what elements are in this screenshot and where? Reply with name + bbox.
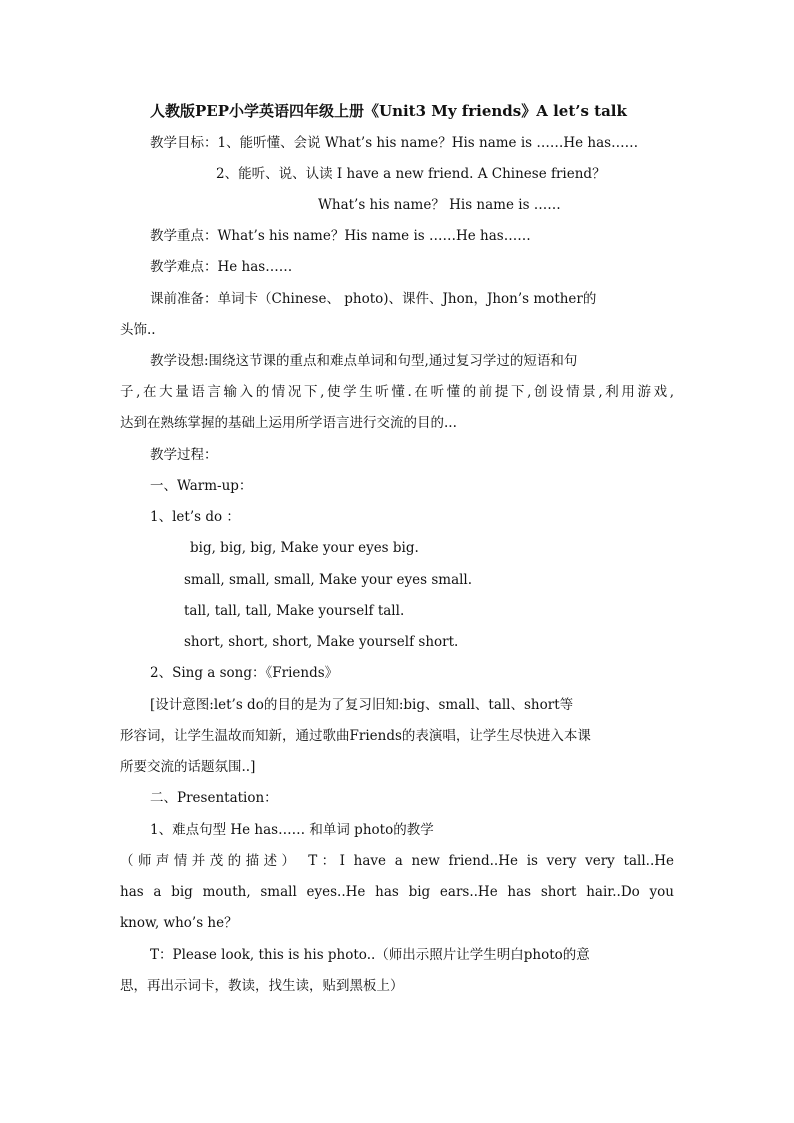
- presentation-item-1: 1、难点句型 He has…… 和单词 photo的教学: [150, 822, 434, 838]
- teaching-goal-line-1: 教学目标：1、能听懂、会说 What’s his name？His name is ……He has……: [150, 135, 639, 151]
- teacher-photo-line-2: 思，再出示词卡，教读，找生读，贴到黑板上）: [120, 978, 404, 994]
- teaching-idea-line-2: 子,在大量语言输入的情况下,使学生听懂.在听懂的前提下,创设情景,利用游戏,: [120, 384, 674, 400]
- design-intent-line-2: 形容词，让学生温故而知新，通过歌曲Friends的表演唱，让学生尽快进入本课: [120, 728, 591, 744]
- teaching-goal-line-3: What’s his name？ His name is ……: [318, 197, 561, 213]
- teaching-process-heading: 教学过程：: [150, 447, 218, 463]
- chant-line-1: big, big, big, Make your eyes big.: [190, 540, 419, 556]
- teaching-idea-line-1: 教学设想:围绕这节课的重点和难点单词和句型,通过复习学过的短语和句: [150, 353, 578, 369]
- teaching-key-point: 教学重点：What’s his name？His name is ……He has……: [150, 228, 531, 244]
- preparation-line-2: 头饰..: [120, 322, 156, 338]
- document-title: 人教版PEP小学英语四年级上册《Unit3 My friends》A let’s talk: [150, 102, 627, 120]
- lets-do-heading: 1、let’s do ：: [150, 509, 240, 525]
- teaching-goal-line-2: 2、能听、说、认读 I have a new friend. A Chinese friend？: [216, 166, 606, 182]
- warm-up-heading: 一、Warm-up：: [150, 478, 253, 494]
- preparation-line-1: 课前准备：单词卡（Chinese、 photo)、课件、Jhon，Jhon’s mother的: [150, 291, 597, 307]
- chant-line-2: small, small, small, Make your eyes small.: [184, 572, 473, 588]
- design-intent-line-3: 所要交流的话题氛围..]: [120, 759, 256, 775]
- teacher-description-line-3: know, who’s he？: [120, 915, 238, 931]
- teaching-idea-line-3: 达到在熟练掌握的基础上运用所学语言进行交流的目的...: [120, 415, 457, 431]
- teacher-description-line-2: has a big mouth, small eyes..He has big ears..He has short hair..Do you: [120, 884, 674, 900]
- teacher-photo-line-1: T：Please look, this is his photo..（师出示照片让学生明白photo的意: [150, 947, 590, 963]
- design-intent-line-1: [设计意图:let’s do的目的是为了复习旧知:big、small、tall、short等: [150, 697, 574, 713]
- sing-song-heading: 2、Sing a song：《Friends》: [150, 665, 339, 681]
- teaching-difficulty: 教学难点：He has……: [150, 259, 293, 275]
- teacher-description-line-1: （师声情并茂的描述） T：I have a new friend..He is very very tall..He: [120, 853, 674, 869]
- chant-line-4: short, short, short, Make yourself short.: [184, 634, 459, 650]
- chant-line-3: tall, tall, tall, Make yourself tall.: [184, 603, 405, 619]
- presentation-heading: 二、Presentation：: [150, 790, 278, 806]
